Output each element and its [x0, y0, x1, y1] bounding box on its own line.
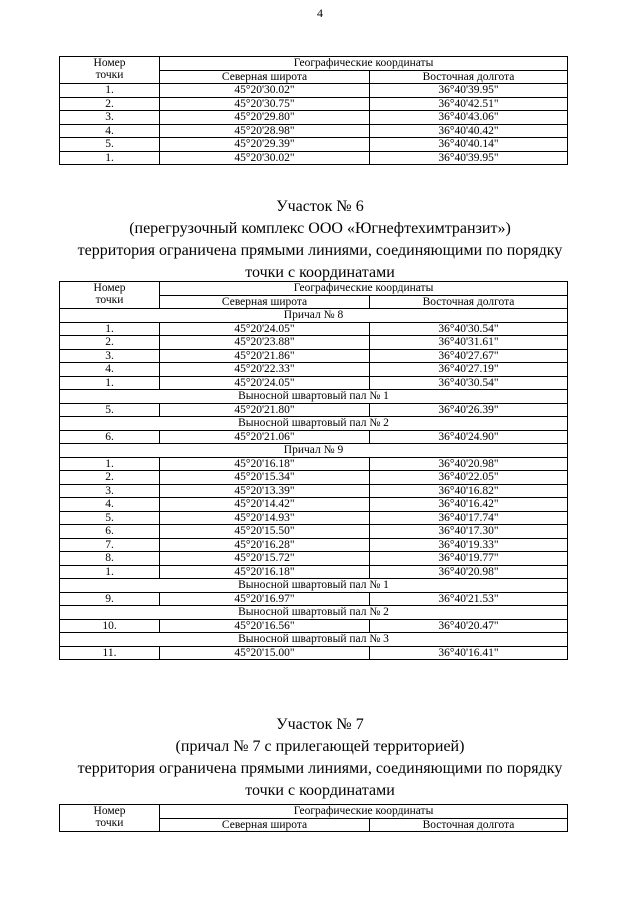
table-row	[60, 363, 568, 377]
latitude-cell: 45°20'15.50"	[160, 525, 370, 539]
longitude-cell: 36°40'17.30"	[370, 525, 568, 539]
point-number-cell: 2.	[60, 471, 160, 485]
section-7-description-2: точки с координатами	[245, 782, 395, 799]
section-7-heading	[0, 714, 640, 802]
point-number-cell: 1.	[60, 84, 160, 98]
point-number-cell: 1.	[60, 322, 160, 336]
table-row	[60, 565, 568, 579]
header-geo-coords: Географические координаты	[160, 282, 568, 296]
point-number-cell: 11.	[60, 646, 160, 660]
section-6-title: Участок № 6	[276, 198, 364, 215]
longitude-cell: 36°40'30.54"	[370, 322, 568, 336]
header-latitude: Северная широта	[160, 818, 370, 832]
coordinates-table-1	[59, 56, 568, 165]
group-title-row	[60, 309, 568, 323]
latitude-cell: 45°20'15.00"	[160, 646, 370, 660]
table-row	[60, 84, 568, 98]
latitude-cell: 45°20'16.18"	[160, 457, 370, 471]
point-number-cell: 9.	[60, 592, 160, 606]
latitude-cell: 45°20'30.02"	[160, 151, 370, 165]
header-latitude: Северная широта	[160, 70, 370, 84]
group-title-row	[60, 579, 568, 593]
latitude-cell: 45°20'21.80"	[160, 403, 370, 417]
point-number-cell: 1.	[60, 376, 160, 390]
point-number-cell: 5.	[60, 511, 160, 525]
header-longitude: Восточная долгота	[370, 295, 568, 309]
header-geo-coords: Географические координаты	[160, 57, 568, 71]
longitude-cell: 36°40'20.47"	[370, 619, 568, 633]
longitude-cell: 36°40'30.54"	[370, 376, 568, 390]
coordinates-table-section-7	[59, 804, 568, 832]
point-number-cell: 3.	[60, 349, 160, 363]
table-row	[60, 151, 568, 165]
latitude-cell: 45°20'21.06"	[160, 430, 370, 444]
table-row	[60, 619, 568, 633]
point-number-cell: 4.	[60, 363, 160, 377]
latitude-cell: 45°20'15.72"	[160, 552, 370, 566]
point-number-cell: 3.	[60, 484, 160, 498]
point-number-cell: 1.	[60, 565, 160, 579]
point-number-cell: 1.	[60, 151, 160, 165]
section-6-subtitle: (перегрузочный комплекс ООО «Югнефтехимтранзит»)	[129, 220, 511, 237]
longitude-cell: 36°40'27.19"	[370, 363, 568, 377]
longitude-cell: 36°40'22.05"	[370, 471, 568, 485]
group-title: Причал № 9	[60, 444, 568, 458]
longitude-cell: 36°40'21.53"	[370, 592, 568, 606]
section-7-description: территория ограничена прямыми линиями, соединяющими по порядку	[77, 760, 563, 777]
point-number-cell: 10.	[60, 619, 160, 633]
longitude-cell: 36°40'19.77"	[370, 552, 568, 566]
longitude-cell: 36°40'40.14"	[370, 138, 568, 152]
table-header-row	[60, 57, 568, 71]
latitude-cell: 45°20'14.42"	[160, 498, 370, 512]
group-title-row	[60, 390, 568, 404]
header-geo-coords: Географические координаты	[160, 805, 568, 819]
group-title: Выносной швартовый пал № 1	[60, 390, 568, 404]
section-7-title: Участок № 7	[276, 716, 364, 733]
longitude-cell: 36°40'24.90"	[370, 430, 568, 444]
latitude-cell: 45°20'24.05"	[160, 376, 370, 390]
page-number: 4	[317, 6, 323, 20]
longitude-cell: 36°40'16.82"	[370, 484, 568, 498]
latitude-cell: 45°20'16.18"	[160, 565, 370, 579]
longitude-cell: 36°40'43.06"	[370, 111, 568, 125]
header-point-number: Номер точки	[60, 57, 160, 84]
latitude-cell: 45°20'29.80"	[160, 111, 370, 125]
longitude-cell: 36°40'42.51"	[370, 97, 568, 111]
latitude-cell: 45°20'24.05"	[160, 322, 370, 336]
table-row	[60, 322, 568, 336]
table-row	[60, 124, 568, 138]
longitude-cell: 36°40'27.67"	[370, 349, 568, 363]
section-7-subtitle: (причал № 7 с прилегающей территорией)	[175, 738, 465, 755]
longitude-cell: 36°40'31.61"	[370, 336, 568, 350]
longitude-cell: 36°40'20.98"	[370, 565, 568, 579]
table-row	[60, 592, 568, 606]
point-number-cell: 4.	[60, 498, 160, 512]
section-6-heading	[0, 196, 640, 284]
header-point-number: Номер точки	[60, 805, 160, 832]
latitude-cell: 45°20'29.39"	[160, 138, 370, 152]
table-row	[60, 349, 568, 363]
latitude-cell: 45°20'16.97"	[160, 592, 370, 606]
point-number-cell: 2.	[60, 97, 160, 111]
table-row	[60, 457, 568, 471]
longitude-cell: 36°40'39.95"	[370, 151, 568, 165]
longitude-cell: 36°40'20.98"	[370, 457, 568, 471]
latitude-cell: 45°20'23.88"	[160, 336, 370, 350]
table-row	[60, 511, 568, 525]
table-header-row	[60, 805, 568, 819]
point-number-cell: 8.	[60, 552, 160, 566]
group-title: Выносной швартовый пал № 3	[60, 633, 568, 647]
coordinates-table-section-6	[59, 281, 568, 660]
group-title: Выносной швартовый пал № 2	[60, 417, 568, 431]
longitude-cell: 36°40'19.33"	[370, 538, 568, 552]
point-number-cell: 6.	[60, 525, 160, 539]
longitude-cell: 36°40'39.95"	[370, 84, 568, 98]
latitude-cell: 45°20'13.39"	[160, 484, 370, 498]
latitude-cell: 45°20'30.75"	[160, 97, 370, 111]
table-row	[60, 552, 568, 566]
group-title: Выносной швартовый пал № 2	[60, 606, 568, 620]
table-row	[60, 138, 568, 152]
longitude-cell: 36°40'16.41"	[370, 646, 568, 660]
point-number-cell: 7.	[60, 538, 160, 552]
point-number-cell: 1.	[60, 457, 160, 471]
longitude-cell: 36°40'17.74"	[370, 511, 568, 525]
latitude-cell: 45°20'28.98"	[160, 124, 370, 138]
section-6-description-2: точки с координатами	[245, 264, 395, 281]
section-6-description: территория ограничена прямыми линиями, соединяющими по порядку	[77, 242, 563, 259]
group-title: Выносной швартовый пал № 1	[60, 579, 568, 593]
group-title-row	[60, 633, 568, 647]
group-title-row	[60, 444, 568, 458]
header-point-number: Номер точки	[60, 282, 160, 309]
point-number-cell: 2.	[60, 336, 160, 350]
latitude-cell: 45°20'22.33"	[160, 363, 370, 377]
table-row	[60, 525, 568, 539]
table-row	[60, 646, 568, 660]
table-row	[60, 430, 568, 444]
table-row	[60, 471, 568, 485]
header-latitude: Северная широта	[160, 295, 370, 309]
header-longitude: Восточная долгота	[370, 70, 568, 84]
longitude-cell: 36°40'26.39"	[370, 403, 568, 417]
longitude-cell: 36°40'40.42"	[370, 124, 568, 138]
point-number-cell: 5.	[60, 138, 160, 152]
latitude-cell: 45°20'16.28"	[160, 538, 370, 552]
header-longitude: Восточная долгота	[370, 818, 568, 832]
group-title-row	[60, 606, 568, 620]
table-row	[60, 97, 568, 111]
table-row	[60, 336, 568, 350]
table-row	[60, 111, 568, 125]
point-number-cell: 4.	[60, 124, 160, 138]
table-header-row	[60, 282, 568, 296]
table-row	[60, 498, 568, 512]
table-row	[60, 484, 568, 498]
latitude-cell: 45°20'15.34"	[160, 471, 370, 485]
point-number-cell: 3.	[60, 111, 160, 125]
point-number-cell: 6.	[60, 430, 160, 444]
table-row	[60, 538, 568, 552]
table-row	[60, 403, 568, 417]
point-number-cell: 5.	[60, 403, 160, 417]
latitude-cell: 45°20'30.02"	[160, 84, 370, 98]
longitude-cell: 36°40'16.42"	[370, 498, 568, 512]
latitude-cell: 45°20'16.56"	[160, 619, 370, 633]
group-title: Причал № 8	[60, 309, 568, 323]
group-title-row	[60, 417, 568, 431]
latitude-cell: 45°20'21.86"	[160, 349, 370, 363]
latitude-cell: 45°20'14.93"	[160, 511, 370, 525]
table-row	[60, 376, 568, 390]
